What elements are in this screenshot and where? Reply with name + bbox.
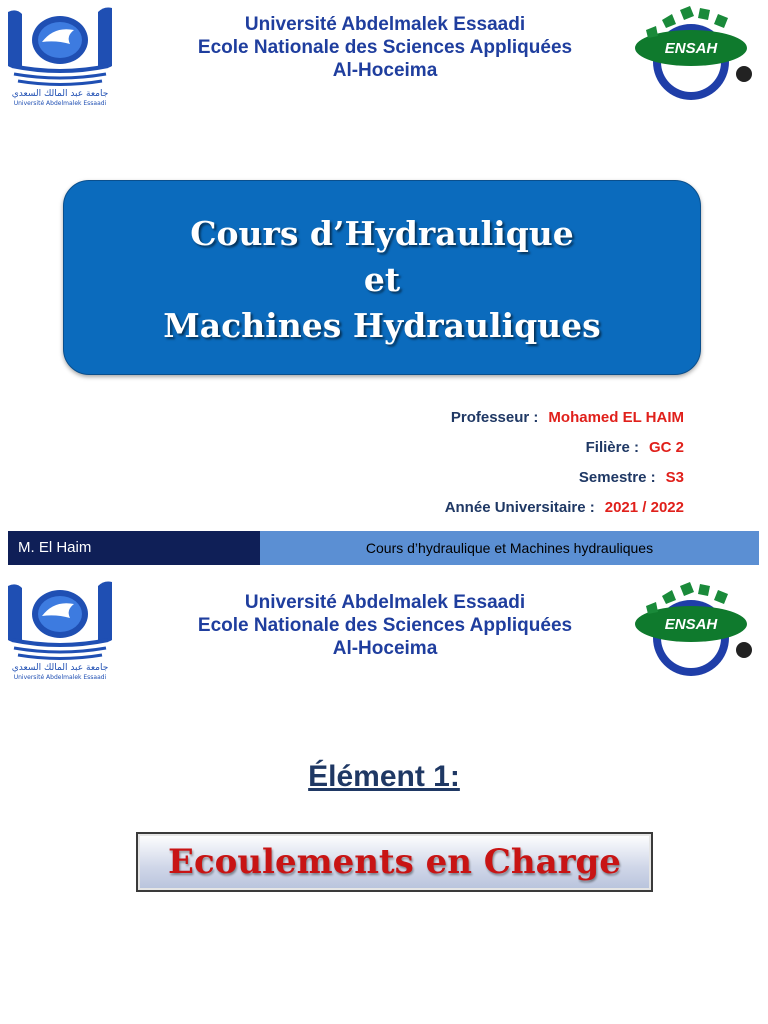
- semestre-label: Semestre :: [578, 469, 656, 486]
- professor-value: Mohamed EL HAIM: [548, 409, 684, 426]
- header-school: Ecole Nationale des Sciences Appliquées: [197, 615, 573, 636]
- header-school: Ecole Nationale des Sciences Appliquées: [197, 37, 573, 58]
- header-city: Al-Hoceima: [332, 638, 438, 659]
- section-title-box: [136, 832, 653, 892]
- professor-label: Professeur :: [450, 409, 539, 426]
- footer-author: M. El Haim: [8, 531, 260, 565]
- header-institution: [120, 13, 650, 82]
- header-city: Al-Hoceima: [332, 60, 438, 81]
- filiere-value: GC 2: [648, 439, 684, 456]
- info-professor: [451, 409, 684, 426]
- svg-text:ENSAH: ENSAH: [664, 40, 718, 57]
- section-title: Ecoulements en Charge: [168, 842, 621, 882]
- svg-text:جامعة عبد المالك السعدي: جامعة عبد المالك السعدي: [11, 89, 109, 99]
- info-annee: [445, 499, 684, 516]
- header-university: Université Abdelmalek Essaadi: [244, 592, 526, 613]
- element-title: Élément 1:: [308, 760, 460, 793]
- annee-label: Année Universitaire :: [444, 499, 595, 516]
- slide-footer: [8, 531, 759, 565]
- svg-text:ENSAH: ENSAH: [664, 616, 718, 633]
- university-logo: [4, 578, 116, 682]
- info-filiere: [586, 439, 684, 456]
- svg-text:Université Abdelmalek Essaadi: Université Abdelmalek Essaadi: [13, 674, 107, 681]
- svg-text:Université Abdelmalek Essaadi: Université Abdelmalek Essaadi: [13, 100, 107, 107]
- annee-value: 2021 / 2022: [604, 499, 684, 516]
- svg-text:جامعة عبد المالك السعدي: جامعة عبد المالك السعدي: [11, 663, 109, 673]
- course-title-line2: et: [363, 260, 401, 299]
- filiere-label: Filière :: [585, 439, 639, 456]
- ensah-logo: [622, 4, 760, 104]
- info-semestre: [579, 469, 684, 486]
- university-logo: [4, 4, 116, 108]
- slide-2: [0, 570, 768, 1024]
- course-title-box: [63, 180, 701, 375]
- semestre-value: S3: [665, 469, 684, 486]
- course-title-line3: Machines Hydrauliques: [163, 306, 601, 345]
- course-title-line1: Cours d’Hydraulique: [190, 214, 574, 253]
- header-institution: [120, 591, 650, 660]
- footer-course: Cours d’hydraulique et Machines hydrauliques: [260, 531, 759, 565]
- header-university: Université Abdelmalek Essaadi: [244, 14, 526, 35]
- ensah-logo: [622, 580, 760, 680]
